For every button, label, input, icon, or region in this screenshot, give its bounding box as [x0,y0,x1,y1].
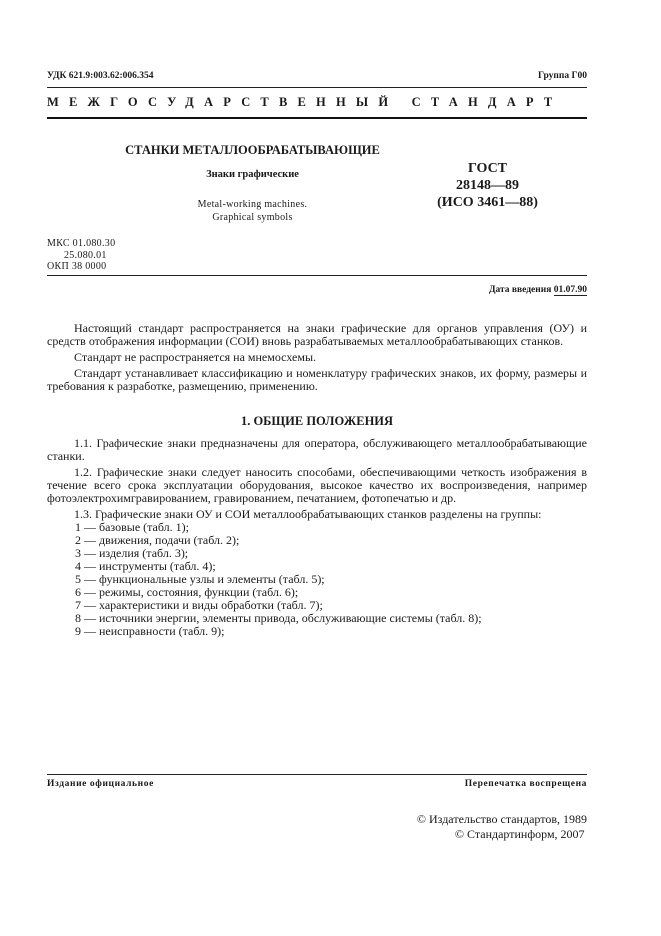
copyright-line: © Издательство стандартов, 1989 [416,812,587,826]
intro-date [489,285,587,295]
okp-code: ОКП 38 0000 [47,261,107,272]
intro-date-label: Дата введения [488,285,552,295]
document-subtitle: Знаки графические [206,169,299,180]
gost-block [415,160,560,211]
clause-1-3: 1.3. Графические знаки ОУ и СОИ металлообрабатывающих станков разделены на группы: [74,507,542,521]
intro-date-value: 01.07.90 [553,285,587,295]
group-list-item: 8 — источники энергии, элементы привода, обслуживающие системы (табл. 8); [75,611,482,625]
reprint-notice: Перепечатка воспрещена [464,779,587,789]
group-code: Группа Г00 [538,71,587,81]
intro-text [47,322,587,393]
group-list-item: 3 — изделия (табл. 3); [75,546,189,560]
standard-type: МЕЖГОСУДАРСТВЕННЫЙ СТАНДАРТ [47,95,563,109]
mks-code-2: 25.080.01 [64,249,107,261]
footer-rule [47,774,587,775]
intro-paragraph: Настоящий стандарт распространяется на знаки графические для органов управления (ОУ) и средств отображения информации (СОИ) вновь разрабатываемых металлообрабатывающих станков. [47,321,587,348]
group-list-item: 5 — функциональные узлы и элементы (табл. 5); [75,572,325,586]
section-heading: 1. ОБЩИЕ ПОЛОЖЕНИЯ [240,414,394,428]
iso-number: (ИСО 3461—88) [437,195,538,210]
copyright-block [417,812,587,842]
header-thick-rule [47,117,587,119]
group-list-item: 4 — инструменты (табл. 4); [75,559,216,573]
intro-paragraph: Стандарт не распространяется на мнемосхемы. [74,350,317,364]
gost-number: 28148—89 [456,178,519,193]
document-title: СТАНКИ МЕТАЛЛООБРАБАТЫВАЮЩИЕ [125,143,380,157]
group-list-item: 1 — базовые (табл. 1); [75,520,189,534]
classification-codes [47,238,115,273]
header-rule [47,87,587,88]
group-list [47,521,587,638]
group-list-item: 9 — неисправности (табл. 9); [75,624,225,638]
english-title-line1: Metal-working machines. [197,199,308,210]
official-edition: Издание официальное [47,779,154,789]
group-list-item: 6 — режимы, состояния, функции (табл. 6); [75,585,299,599]
group-list-item: 2 — движения, подачи (табл. 2); [75,533,240,547]
intro-paragraph: Стандарт устанавливает классификацию и номенклатуру графических знаков, их форму, размеры и требования к разработке, размещению, применению. [47,366,587,393]
section-1-text [47,437,587,638]
mks-code-1: МКС 01.080.30 [47,238,116,249]
udk-code: УДК 621.9:003.62:006.354 [47,71,154,81]
group-list-item: 7 — характеристики и виды обработки (табл. 7); [75,598,323,612]
copyright-line: © Стандартинформ, 2007 [454,827,585,841]
gost-label: ГОСТ [467,161,508,176]
clause-1-2: 1.2. Графические знаки следует наносить способами, обеспечивающими четкость изображения в течение всего срока эксплуатации оборудования, высокое качество их воспроизведения, например фотоэлектрохимгравированием, гравированием, печатанием, фотопечатью и др. [47,465,587,505]
codes-rule [47,275,587,276]
clause-1-1: 1.1. Графические знаки предназначены для оператора, обслуживающего металлообрабатывающие станки. [47,436,587,463]
english-title-line2: Graphical symbols [212,212,293,223]
